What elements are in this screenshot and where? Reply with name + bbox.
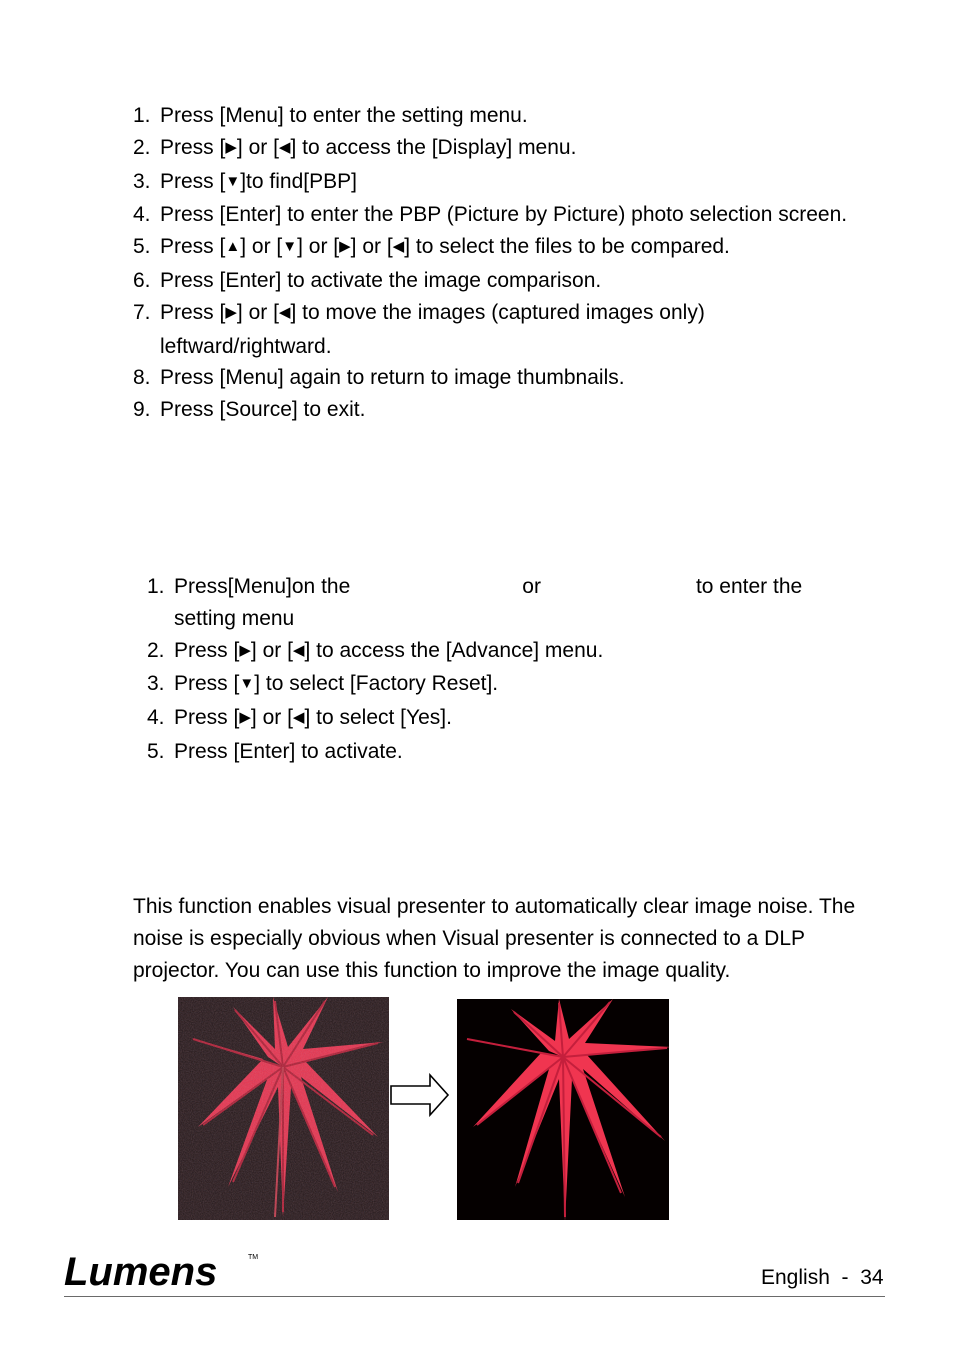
- list-item: 4. Press [Enter] to enter the PBP (Picture by Picture) photo selection screen.: [133, 203, 848, 227]
- list-item: 4. Press [▶] or [◀] to select [Yes].: [147, 702, 847, 736]
- down-triangle-icon: ▼: [225, 172, 241, 190]
- right-triangle-icon: ▶: [225, 303, 237, 321]
- up-triangle-icon: ▲: [225, 238, 241, 256]
- lumens-logo: [62, 1247, 267, 1291]
- down-triangle-icon: ▼: [239, 675, 255, 693]
- left-triangle-icon: ◀: [278, 303, 291, 321]
- list-item: 2. Press [▶] or [◀] to access the [Display] menu.: [133, 132, 853, 166]
- list-item: 3. Press [▼] to select [Factory Reset].: [147, 668, 847, 702]
- pbp-steps-list: [133, 100, 853, 426]
- right-triangle-icon: ▶: [239, 641, 251, 659]
- list-item: 5. Press [Enter] to activate.: [147, 739, 403, 763]
- page-number: English - 34: [761, 1266, 884, 1289]
- left-triangle-icon: ◀: [278, 138, 291, 156]
- list-item: 8. Press [Menu] again to return to image thumbnails.: [133, 366, 625, 390]
- noisy-leaf-image: [178, 997, 389, 1220]
- list-item: 7. Press [▶] or [◀] to move the images (captured images only) leftward/rightward.: [133, 297, 853, 363]
- right-triangle-icon: ▶: [225, 138, 237, 156]
- right-triangle-icon: ▶: [239, 709, 251, 727]
- left-triangle-icon: ◀: [292, 709, 305, 727]
- footer-divider: [64, 1296, 885, 1297]
- list-item: 1. Press [Menu] to enter the setting menu.: [133, 104, 528, 127]
- list-item: 3. Press [▼]to find[PBP]: [133, 166, 853, 200]
- maple-leaf-icon: [178, 997, 389, 1220]
- svg-text:Lumens: Lumens: [64, 1250, 218, 1291]
- svg-text:TM: TM: [248, 1254, 259, 1261]
- list-item: 6. Press [Enter] to activate the image comparison.: [133, 268, 602, 292]
- list-item: 1. Press[Menu]on the or to enter the setting menu: [147, 575, 803, 630]
- maple-leaf-icon: [457, 999, 669, 1220]
- down-triangle-icon: ▼: [282, 238, 298, 256]
- noise-reduction-description: This function enables visual presenter to automatically clear image noise. The noise is especially obvious when Visual presenter is connected to a DLP projector. You can use this function to improve the image quality.: [133, 895, 856, 982]
- list-item: 2. Press [▶] or [◀] to access the [Advance] menu.: [147, 635, 847, 669]
- clean-leaf-image: [457, 999, 669, 1220]
- left-triangle-icon: ◀: [292, 641, 305, 659]
- list-item: 9. Press [Source] to exit.: [133, 398, 366, 422]
- factory-reset-steps-list: [147, 571, 847, 768]
- list-item: 5. Press [▲] or [▼] or [▶] or [◀] to select the files to be compared.: [133, 231, 853, 265]
- right-triangle-icon: ▶: [339, 238, 351, 256]
- left-triangle-icon: ◀: [392, 238, 405, 256]
- right-arrow-icon: [390, 1073, 450, 1117]
